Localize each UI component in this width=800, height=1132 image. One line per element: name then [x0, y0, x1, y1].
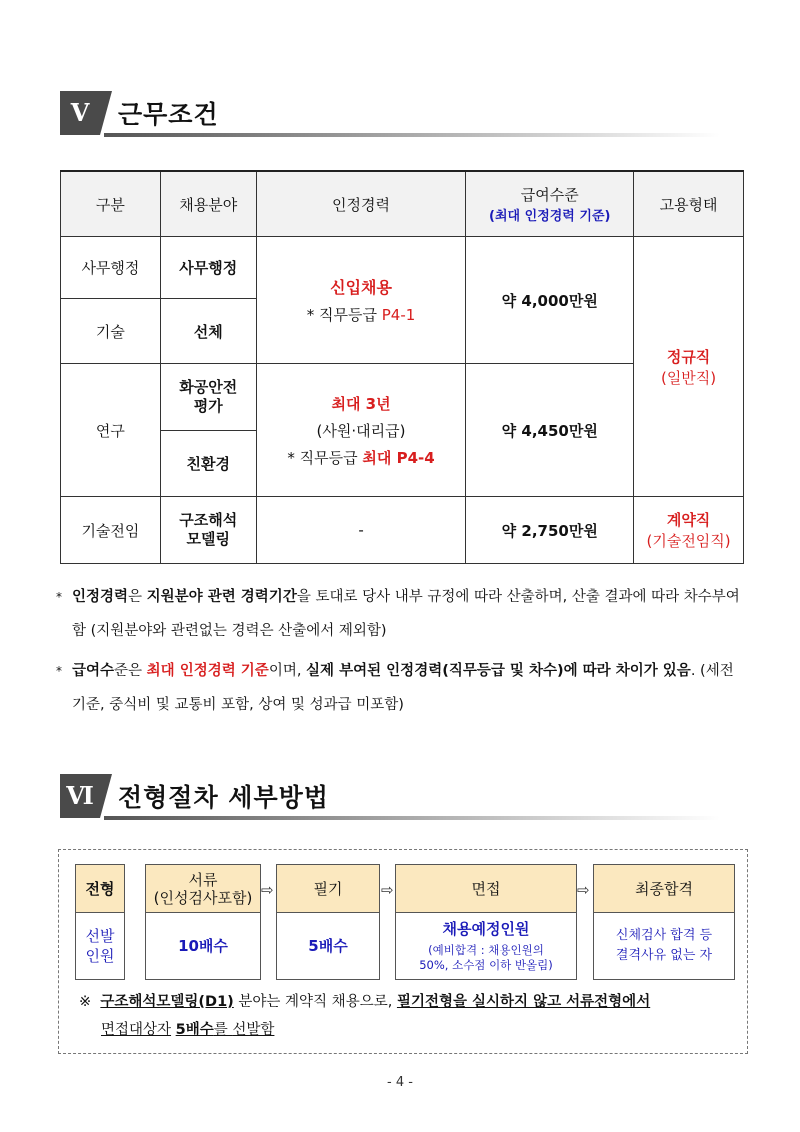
table-header-row [61, 171, 744, 237]
career-grade [257, 447, 466, 468]
table-row [61, 497, 744, 564]
table-row [61, 237, 744, 299]
career-main: 최대 3년 [331, 394, 391, 413]
step-body: 신체검사 합격 등 결격사유 없는 자 [594, 913, 734, 979]
cell-employment [634, 497, 744, 564]
cell-category: 기술전임 [61, 497, 161, 564]
note-text: . (세전기준, 중식비 및 교통비 포함, 상여 및 성과급 미포함) [72, 663, 734, 713]
note-underline: 선발함 [232, 1022, 275, 1038]
header-category: 구분 [61, 171, 161, 237]
cell-category: 사무행정 [61, 237, 161, 299]
section-underline [104, 133, 720, 137]
step-head: 면접 [396, 865, 576, 913]
employment-main: 정규직 [666, 347, 711, 366]
career-main: 신입채용 [330, 278, 392, 297]
note-career [56, 580, 746, 648]
process-label-body: 선발 인원 [76, 913, 124, 979]
note-text: 준은 [114, 663, 147, 679]
cell-field: 선체 [160, 299, 256, 364]
section-title: 근무조건 [118, 100, 219, 129]
note-underline: 구조해석모델링(D1) [100, 994, 234, 1010]
step-head: 최종합격 [594, 865, 734, 913]
process-step-written [276, 864, 380, 980]
header-salary-sub: (최대 인정경력 기준) [489, 209, 611, 224]
cell-career [256, 364, 466, 497]
cell-field: 화공안전 평가 [160, 364, 256, 431]
step-body: 5배수 [277, 913, 379, 979]
grade-prefix: * 직무등급 [287, 448, 358, 467]
note-text: 은 [128, 589, 147, 605]
note-bold: 실제 부여된 인정경력(직무등급 및 차수)에 따라 차이가 있음 [306, 663, 691, 679]
header-field: 채용분야 [160, 171, 256, 237]
cell-salary: 약 2,750만원 [466, 497, 634, 564]
process-step-interview [395, 864, 577, 980]
note-text: 를 [213, 1022, 233, 1038]
note-highlight: 최대 인정경력 기준 [146, 663, 269, 679]
grade-value: P4-1 [381, 306, 416, 324]
cell-salary: 약 4,000만원 [466, 237, 634, 364]
cell-category: 기술 [61, 299, 161, 364]
cell-salary: 약 4,450만원 [466, 364, 634, 497]
selection-process [58, 849, 748, 1054]
note-underline: 5배수 [175, 1022, 214, 1038]
step-body-main: 채용예정인원 [442, 920, 530, 938]
career-grade [257, 304, 466, 325]
note-bold: 지원분야 관련 경력기간 [146, 589, 297, 605]
note-text: 분야는 계약직 채용으로, [233, 994, 397, 1010]
header-employment: 고용형태 [634, 171, 744, 237]
employment-main: 계약직 [666, 511, 711, 529]
note-mark: ※ [79, 994, 92, 1010]
arrow-right-icon: ⇨ [381, 881, 394, 899]
cell-career: - [256, 497, 466, 564]
cell-career [256, 237, 466, 364]
header-salary-label: 급여수준 [520, 186, 579, 204]
step-head: 서류 (인성검사포함) [146, 865, 260, 913]
grade-value: 최대 P4-4 [362, 448, 435, 467]
section-6-header [60, 774, 720, 820]
note-underline: 필기전형을 실시하지 않고 서류전형에서 [396, 994, 651, 1010]
section-underline [104, 816, 720, 820]
career-sub: (사원·대리급) [316, 421, 406, 440]
section-title: 전형절차 세부방법 [118, 783, 329, 812]
process-note [79, 988, 739, 1044]
section-number: Ⅵ [60, 774, 100, 818]
header-career: 인정경력 [256, 171, 466, 237]
cell-category: 연구 [61, 364, 161, 497]
process-label-head: 전형 [76, 865, 124, 913]
arrow-right-icon: ⇨ [577, 881, 590, 899]
step-body: 10배수 [146, 913, 260, 979]
notes [56, 580, 746, 728]
cell-field: 사무행정 [160, 237, 256, 299]
note-underline: 면접대상자 [101, 1022, 172, 1038]
process-label-column [75, 864, 125, 980]
note-marker: * [56, 664, 62, 678]
note-marker: * [56, 590, 62, 604]
step-body [396, 913, 576, 979]
process-step-final [593, 864, 735, 980]
process-step-documents [145, 864, 261, 980]
note-text: 을 토대로 당사 내부 규정에 따라 산출하며, 산출 결과에 따라 차수부여함 (지원분야와 관련없는 경력은 산출에서 제외함) [72, 589, 740, 639]
grade-prefix: * 직무등급 [306, 306, 377, 324]
employment-sub: (기술전임직) [646, 532, 731, 550]
cell-field: 친환경 [160, 431, 256, 497]
step-body-sub: (예비합격 : 채용인원의 50%, 소수점 이하 반올림) [419, 943, 553, 972]
arrow-right-icon: ⇨ [261, 881, 274, 899]
section-number: Ⅴ [60, 91, 100, 135]
working-conditions-table [60, 170, 744, 564]
cell-field: 구조해석 모델링 [160, 497, 256, 564]
header-salary [466, 171, 634, 237]
note-salary [56, 654, 746, 722]
step-head: 필기 [277, 865, 379, 913]
note-text: 이며, [268, 663, 307, 679]
page-number: - 4 - [387, 1075, 413, 1090]
cell-employment [634, 237, 744, 497]
note-bold: 인정경력 [72, 589, 129, 605]
section-5-header [60, 91, 720, 137]
note-bold: 급여수 [72, 663, 115, 679]
employment-sub: (일반직) [660, 368, 717, 387]
